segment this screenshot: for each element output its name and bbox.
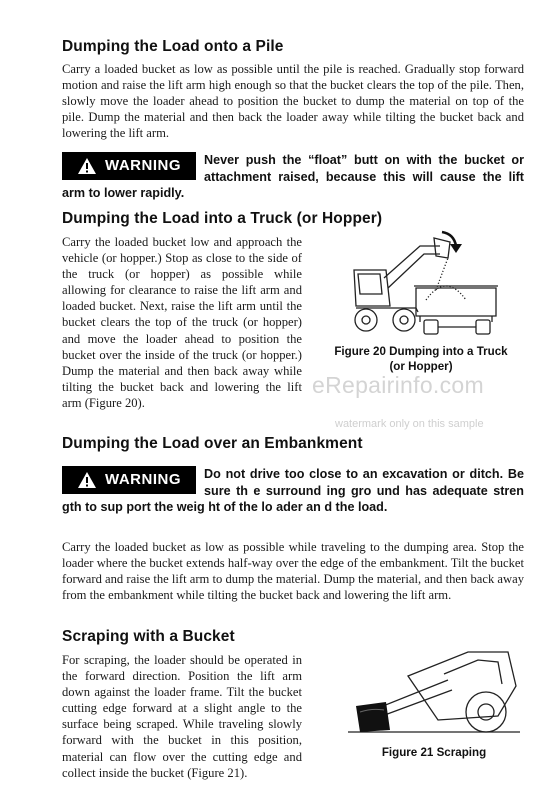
- section-body-pile: Carry a loaded bucket as low as possible until the pile is reached. Gradually stop forward motion and raise the lift arm high enough so that the bucket clears the top of the pile. Then, slowly move the loader ahead to position the bucket to dump the material on top of the pile. Dump the material and then back the loader away while tilting the bucket back and lowering the lift arm.: [62, 62, 524, 141]
- figure-21-caption: Figure 21 Scraping: [381, 746, 487, 759]
- section-heading-embankment: Dumping the Load over an Embankment: [62, 435, 363, 452]
- section-body-embankment: Carry the loaded bucket as low as possible while traveling to the dumping area. Stop the loader where the bucket extends half-way over the edge of the embankment. Tilt the bucket forward and raise the lift arm to dump the material. Dump the material, and then back away from the embankment while tilting the bucket back and lowering the lift arm.: [62, 540, 524, 603]
- figure-20-caption-line1: Figure 20 Dumping into a Truck: [334, 345, 508, 358]
- figure-20-caption: [318, 344, 524, 374]
- watermark-brand: eRepairinfo.com: [312, 372, 484, 398]
- warning-triangle-icon: [77, 157, 97, 175]
- watermark-note: watermark only on this sample: [335, 418, 484, 430]
- section-heading-scraping: Scraping with a Bucket: [62, 628, 235, 645]
- warning-badge-label: WARNING: [105, 156, 181, 174]
- warning-triangle-icon: [77, 471, 97, 489]
- section-heading-truck: Dumping the Load into a Truck (or Hopper): [62, 210, 383, 227]
- warning-badge: [62, 152, 196, 180]
- figure-20-illustration: [336, 228, 516, 340]
- warning-badge-label: WARNING: [105, 470, 181, 488]
- warning-badge: [62, 466, 196, 494]
- section-body-truck: Carry the loaded bucket low and approach the vehicle (or hopper.) Stop as close to the side of the truck (or hopper) as possible while allowing for clearance to raise the lift arm and loaded bucket. Next, raise the lift arm until the bucket clears the top of the truck (or hopper) and move the loader ahead to position the bucket over the inside of the truck (or hopper.) Dump the material and then back away while tilting the bucket back and lowering the lift arm (Figure 20).: [62, 235, 302, 410]
- warning-text-float: Never push the “float” butt on with the bucket or attachment raised, because this will cause the lift arm to lower rapidly.: [62, 153, 524, 201]
- warning-box-excavation: [62, 466, 524, 516]
- warning-text-excavation: Do not drive too close to an excavation or ditch. Be sure th e surround ing gro und has adequate stren gth to sup port the weig ht of the lo ader an d the load.: [62, 467, 524, 515]
- figure-20-caption-line2: (or Hopper): [389, 360, 453, 373]
- section-heading-pile: Dumping the Load onto a Pile: [62, 38, 284, 55]
- warning-box-float: [62, 152, 524, 202]
- figure-21-illustration: [348, 646, 520, 738]
- section-body-scraping: For scraping, the loader should be operated in the forward direction. Position the lift arm down against the loader frame. Tilt the bucket cutting edge forward at a slight angle to the surface being scraped. While traveling slowly forward with the bucket in this position, material can flow over the cutting edge and collect inside the bucket (Figure 21).: [62, 653, 302, 780]
